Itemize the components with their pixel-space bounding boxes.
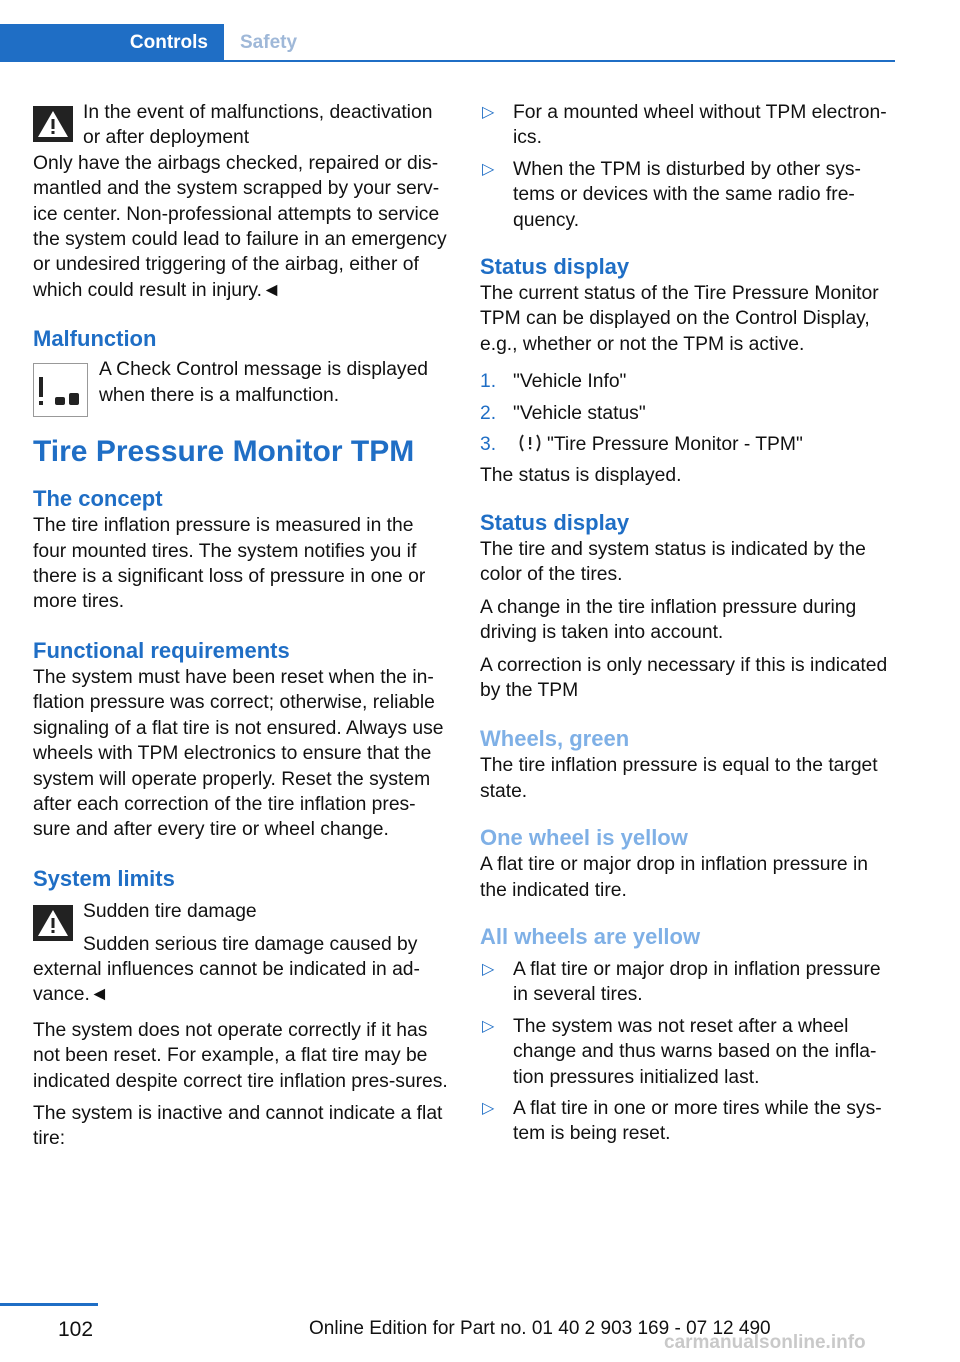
warning2-title: Sudden tire damage [83, 900, 257, 922]
header-rule [0, 60, 895, 62]
status-steps-list [480, 369, 898, 457]
step-item: 1. "Vehicle Info" [480, 371, 627, 393]
check-control-icon [33, 363, 88, 417]
concept-text: The tire inflation pressure is measured in the four mounted tires. The system notifies you if there is a significant loss of pressure in one or more tires. [33, 515, 426, 613]
triangle-bullet-icon: ▷ [482, 104, 495, 121]
triangle-bullet-icon: ▷ [482, 1017, 495, 1035]
step-item: 3. "Tire Pressure Monitor - TPM" [480, 434, 803, 456]
warning1-body: Only have the airbags checked, repaired or dis-mantled and the system scrapped by your serv-ice center. Non-professional attempts to service the system could lead to failure in an emergency or undesired triggering of the airbag, either of which could result in injury.◄ [33, 152, 447, 301]
step-item: 2. "Vehicle status" [480, 402, 646, 424]
left-column [33, 100, 449, 1152]
triangle-bullet-icon: ▷ [482, 160, 495, 178]
status-text-2a: The tire and system status is indicated by the color of the tires. [480, 538, 866, 586]
warning-airbag-malfunction [33, 100, 449, 151]
triangle-bullet-icon: ▷ [482, 1099, 495, 1117]
tpm-heading: Tire Pressure Monitor TPM [33, 435, 415, 469]
list-item: ▷ The system was not reset after a wheel change and thus warns based on the infla-tion pressures initialized last. [482, 1015, 877, 1088]
right-column [480, 100, 898, 1153]
one-wheel-yellow-text: A flat tire or major drop in inflation pressure in the indicated tire. [480, 854, 868, 901]
watermark: carmanualsonline.info [664, 1332, 866, 1353]
page-number: 102 [58, 1318, 94, 1341]
edition-line: Online Edition for Part no. 01 40 2 903 169 - 07 12 490 [309, 1318, 771, 1339]
warning2-body-start [83, 932, 449, 957]
warning-triangle-icon [33, 905, 73, 941]
warning-triangle-icon [33, 106, 73, 142]
system-limits-heading: System limits [33, 865, 175, 891]
tab-controls[interactable] [0, 24, 224, 62]
wheels-green-heading: Wheels, green [480, 726, 630, 752]
one-wheel-yellow-heading: One wheel is yellow [480, 825, 688, 851]
malfunction-text: A Check Control message is displayed when there is a malfunction. [99, 359, 429, 406]
functional-requirements-heading: Functional requirements [33, 637, 290, 663]
list-item: ▷ A flat tire or major drop in inflation pressure in several tires. [482, 958, 881, 1006]
triangle-bullet-icon: ▷ [482, 960, 495, 978]
status-text-2b: A change in the tire inflation pressure during driving is taken into account. [480, 596, 857, 644]
list-item: ▷ When the TPM is disturbed by other sys-tems or devices with the same radio fre-quency. [482, 158, 861, 231]
status-result: The status is displayed. [480, 465, 682, 487]
status-display-heading-1: Status display [480, 254, 630, 280]
wheels-green-text: The tire inflation pressure is equal to the target state. [480, 755, 878, 802]
tab-controls-label: Controls [129, 32, 208, 53]
malfunction-box [33, 357, 449, 413]
status-display-heading-2: Status display [480, 509, 630, 535]
all-wheels-yellow-list [480, 957, 898, 1147]
all-wheels-yellow-heading: All wheels are yellow [480, 923, 701, 949]
concept-heading: The concept [33, 486, 163, 512]
warning-sudden-tire-damage [33, 899, 449, 958]
warning1-title: In the event of malfunctions, deactivation or after deployment [83, 102, 433, 149]
tire-pressure-icon [517, 433, 543, 453]
status-text-2c: A correction is only necessary if this is indicated by the TPM [480, 654, 888, 701]
functional-requirements-text: The system must have been reset when the in-flation pressure was correct; otherwise, reliable signaling of a flat tire is not ensured. Always use wheels with TPM electronics to ensure that the system will operate properly. Reset the system after each correction of the tire inflation pres-sure and after every tire or wheel change. [33, 666, 444, 841]
list-item: ▷ For a mounted wheel without TPM electron-ics. [482, 102, 887, 149]
tab-safety[interactable]: Safety [240, 32, 298, 53]
section-tab-bar [0, 24, 895, 62]
limits-text-1: The system does not operate correctly if it has not been reset. For example, a flat tire may be indicated despite correct tire inflation pres-sures. [33, 1019, 448, 1092]
limits-text-2: The system is inactive and cannot indicate a flat tire: [33, 1102, 443, 1150]
footer-rule [0, 1303, 98, 1306]
inactive-conditions-list [480, 100, 898, 233]
warning2-body: Sudden serious tire damage caused by external influences cannot be indicated in ad-vance.◄ [33, 933, 420, 1006]
list-item: ▷ A flat tire in one or more tires while the sys-tem is being reset. [482, 1097, 882, 1145]
malfunction-heading: Malfunction [33, 326, 157, 352]
status-display-text-1: The current status of the Tire Pressure Monitor TPM can be displayed on the Control Display, e.g., whether or not the TPM is active. [480, 283, 879, 355]
